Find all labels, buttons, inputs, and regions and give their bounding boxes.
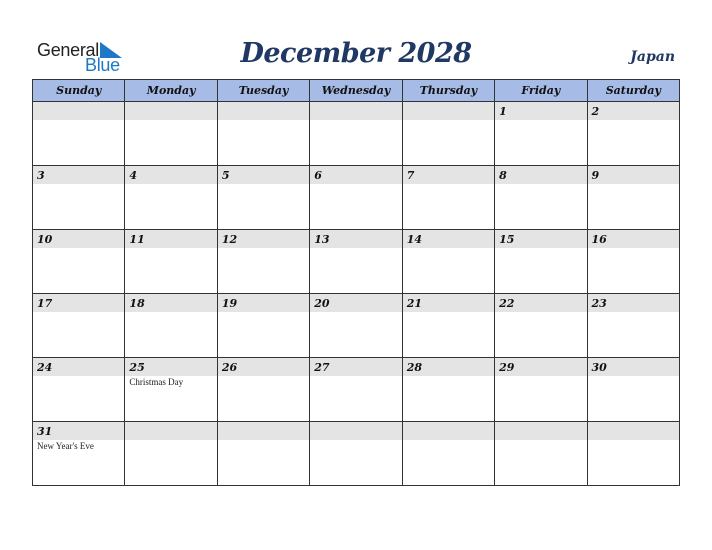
holiday-label (310, 440, 401, 441)
day-cell[interactable] (310, 102, 402, 166)
weekday-header: Sunday (33, 80, 125, 102)
day-cell[interactable] (217, 422, 309, 486)
holiday-label (33, 376, 124, 377)
holiday-label (33, 120, 124, 121)
day-number: 9 (591, 169, 600, 182)
month-calendar (32, 79, 680, 486)
day-cell-header (33, 422, 124, 440)
holiday-label (495, 184, 586, 185)
day-cell-header (218, 358, 309, 376)
day-number: 10 (37, 233, 53, 246)
day-cell-header (403, 102, 494, 120)
day-number: 6 (314, 169, 322, 182)
holiday-label (495, 376, 586, 377)
day-cell-header (218, 230, 309, 248)
holiday-label (495, 440, 586, 441)
day-cell[interactable] (310, 358, 402, 422)
day-number: 31 (37, 425, 53, 438)
holiday-label (310, 184, 401, 185)
day-cell-header (495, 294, 586, 312)
day-number: 13 (314, 233, 330, 246)
week-row (33, 230, 680, 294)
day-cell-header (33, 294, 124, 312)
day-cell-header (403, 230, 494, 248)
holiday-label (310, 120, 401, 121)
holiday-label (310, 376, 401, 377)
day-number: 30 (591, 361, 607, 374)
day-cell[interactable] (125, 422, 217, 486)
day-cell[interactable] (33, 102, 125, 166)
day-cell-header (588, 166, 679, 184)
day-cell-header (403, 166, 494, 184)
day-number: 29 (499, 361, 515, 374)
day-number: 22 (499, 297, 515, 310)
day-cell[interactable] (125, 358, 217, 422)
holiday-label (403, 184, 494, 185)
holiday-label (218, 248, 309, 249)
day-cell[interactable] (587, 294, 679, 358)
day-number: 24 (37, 361, 53, 374)
day-cell-header (403, 358, 494, 376)
day-cell-header (495, 422, 586, 440)
day-cell-header (125, 230, 216, 248)
holiday-label (33, 184, 124, 185)
weekday-header: Friday (495, 80, 587, 102)
holiday-label (125, 248, 216, 249)
day-cell[interactable] (587, 230, 679, 294)
day-number: 5 (221, 169, 230, 182)
day-cell-header (310, 422, 401, 440)
day-cell[interactable] (310, 166, 402, 230)
day-number: 19 (221, 297, 238, 310)
day-number: 14 (406, 233, 422, 246)
day-cell-header (33, 166, 124, 184)
holiday-label (403, 248, 494, 249)
day-cell-header (218, 166, 309, 184)
generalblue-logo (37, 40, 127, 74)
day-cell[interactable] (125, 102, 217, 166)
day-number: 7 (406, 169, 415, 182)
day-cell-header (495, 358, 586, 376)
week-row (33, 102, 680, 166)
logo-word-blue: Blue (85, 55, 120, 75)
day-cell-header (495, 230, 586, 248)
day-cell[interactable] (587, 102, 679, 166)
day-cell[interactable] (402, 358, 494, 422)
day-cell[interactable] (402, 166, 494, 230)
day-number: 8 (499, 169, 507, 182)
day-cell-header (495, 102, 586, 120)
day-cell[interactable] (125, 230, 217, 294)
day-number: 21 (406, 297, 422, 310)
day-number: 17 (37, 297, 53, 310)
holiday-label (495, 248, 586, 249)
day-cell-header (588, 294, 679, 312)
day-number: 27 (314, 361, 330, 374)
holiday-label (588, 248, 679, 249)
day-number: 26 (221, 361, 238, 374)
day-cell-header (403, 294, 494, 312)
weekday-header: Tuesday (217, 80, 309, 102)
weekday-header-row (33, 80, 680, 102)
calendar-title: December 2028 (240, 38, 472, 69)
holiday-label (588, 120, 679, 121)
day-number: 3 (37, 169, 45, 182)
holiday-label (495, 312, 586, 313)
day-cell[interactable] (217, 230, 309, 294)
weekday-header: Monday (125, 80, 217, 102)
holiday-label (403, 376, 494, 377)
holiday-label (218, 440, 309, 441)
holiday-label (125, 440, 216, 441)
holiday-label (403, 120, 494, 121)
day-cell-header (310, 230, 401, 248)
day-cell[interactable] (402, 102, 494, 166)
day-cell[interactable] (33, 358, 125, 422)
day-cell-header (588, 230, 679, 248)
day-cell-header (33, 102, 124, 120)
holiday-label (588, 440, 679, 441)
day-cell[interactable] (33, 230, 125, 294)
holiday-label (125, 184, 216, 185)
week-row (33, 166, 680, 230)
holiday-label (218, 184, 309, 185)
holiday-label: Christmas Day (129, 377, 184, 387)
day-cell-header (125, 358, 216, 376)
holiday-label (125, 120, 216, 121)
day-cell[interactable] (217, 358, 309, 422)
day-cell[interactable] (310, 422, 402, 486)
holiday-label (403, 312, 494, 313)
day-number: 1 (499, 105, 507, 118)
holiday-label (495, 120, 586, 121)
day-cell-header (588, 358, 679, 376)
day-cell[interactable] (495, 230, 587, 294)
day-cell-header (495, 166, 586, 184)
day-cell-header (125, 422, 216, 440)
day-cell[interactable] (495, 294, 587, 358)
day-number: 23 (591, 297, 607, 310)
day-cell[interactable] (402, 294, 494, 358)
day-cell[interactable] (33, 294, 125, 358)
holiday-label (588, 376, 679, 377)
day-cell-header (218, 422, 309, 440)
day-cell[interactable] (587, 358, 679, 422)
holiday-label (125, 312, 216, 313)
day-cell[interactable] (125, 294, 217, 358)
day-number: 20 (314, 297, 330, 310)
day-cell[interactable] (495, 102, 587, 166)
weekday-header: Saturday (587, 80, 679, 102)
week-row (33, 294, 680, 358)
holiday-label (33, 248, 124, 249)
logo-word-general: General (37, 40, 99, 60)
week-row (33, 358, 680, 422)
holiday-label (218, 120, 309, 121)
day-cell[interactable] (33, 166, 125, 230)
day-number: 15 (499, 233, 515, 246)
day-cell[interactable] (587, 422, 679, 486)
day-cell-header (218, 294, 309, 312)
day-cell-header (403, 422, 494, 440)
day-cell-header (588, 422, 679, 440)
holiday-label (33, 312, 124, 313)
day-cell[interactable] (495, 422, 587, 486)
day-cell-header (125, 294, 216, 312)
weekday-header: Thursday (402, 80, 494, 102)
holiday-label (218, 312, 309, 313)
day-cell-header (310, 358, 401, 376)
day-cell-header (310, 294, 401, 312)
day-cell-header (588, 102, 679, 120)
day-cell-header (310, 166, 401, 184)
day-cell[interactable] (495, 358, 587, 422)
holiday-label (218, 376, 309, 377)
day-cell-header (33, 358, 124, 376)
day-cell-header (33, 230, 124, 248)
day-cell[interactable] (587, 166, 679, 230)
country-label: Japan (630, 49, 675, 65)
day-cell[interactable] (217, 166, 309, 230)
holiday-label (310, 312, 401, 313)
day-cell-header (310, 102, 401, 120)
holiday-label (403, 440, 494, 441)
day-cell[interactable] (402, 230, 494, 294)
holiday-label (588, 312, 679, 313)
holiday-label (588, 184, 679, 185)
day-cell[interactable] (33, 422, 125, 486)
day-number: 4 (129, 169, 138, 182)
day-cell[interactable] (495, 166, 587, 230)
day-cell[interactable] (310, 230, 402, 294)
day-cell[interactable] (310, 294, 402, 358)
week-row (33, 422, 680, 486)
day-number: 28 (406, 361, 422, 374)
day-number: 2 (591, 105, 600, 118)
weekday-header: Wednesday (310, 80, 402, 102)
holiday-label: New Year's Eve (37, 441, 94, 451)
day-cell-header (218, 102, 309, 120)
day-cell[interactable] (402, 422, 494, 486)
day-cell[interactable] (125, 166, 217, 230)
day-number: 25 (129, 361, 145, 374)
day-cell[interactable] (217, 294, 309, 358)
day-cell[interactable] (217, 102, 309, 166)
day-number: 16 (591, 233, 607, 246)
day-cell-header (125, 102, 216, 120)
day-cell-header (125, 166, 216, 184)
day-number: 11 (129, 233, 145, 246)
holiday-label (310, 248, 401, 249)
day-number: 12 (221, 233, 238, 246)
day-number: 18 (129, 297, 145, 310)
